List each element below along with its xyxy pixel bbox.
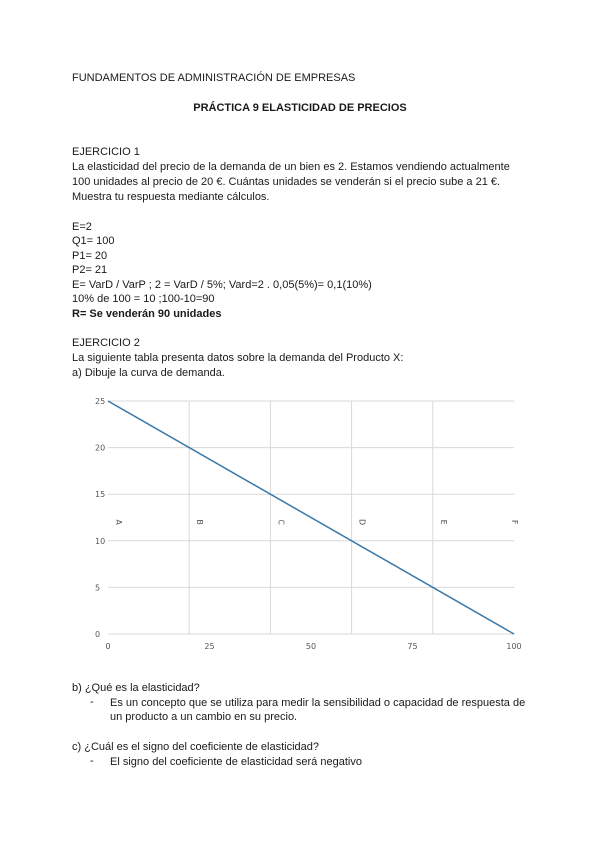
demand-chart: [88, 390, 528, 655]
point-label: E: [438, 519, 448, 525]
calc-line: P1= 20: [72, 250, 108, 262]
part-a-label: a) Dibuje la curva de demanda.: [72, 367, 225, 379]
calc-line: E= VarD / VarP ; 2 = VarD / 5%; Vard=2 . 0,05(5%)= 0,1(10%): [72, 279, 372, 291]
part-c-question: c) ¿Cuál es el signo del coeficiente de elasticidad?: [72, 741, 320, 753]
part-b-answer-line: un producto a un cambio en su precio.: [110, 711, 298, 723]
ejercicio1-prompt-line: 100 unidades al precio de 20 €. Cuántas unidades se venderán si el precio sube a 21 €.: [72, 176, 501, 188]
ejercicio1-prompt-line: Muestra tu respuesta mediante cálculos.: [72, 191, 270, 203]
point-label: F: [510, 519, 519, 525]
x-tick-labels: [105, 642, 521, 651]
y-tick-label: 5: [95, 583, 101, 593]
x-tick-label: 0: [105, 642, 111, 651]
ejercicio1-prompt-line: La elasticidad del precio de la demanda de un bien es 2. Estamos vendiendo actualmente: [72, 161, 510, 173]
calc-line: E=2: [72, 221, 92, 233]
part-b-question: b) ¿Qué es la elasticidad?: [72, 682, 200, 694]
part-b-answer-line: Es un concepto que se utiliza para medir la sensibilidad o capacidad de respuesta de: [110, 697, 526, 709]
y-tick-labels: [95, 397, 105, 639]
x-tick-label: 50: [305, 642, 317, 651]
dash-bullet: -: [90, 696, 94, 708]
practice-title: PRÁCTICA 9 ELASTICIDAD DE PRECIOS: [193, 102, 407, 114]
dash-bullet: -: [90, 755, 94, 767]
part-c-answer: El signo del coeficiente de elasticidad será negativo: [110, 756, 362, 768]
calc-line: P2= 21: [72, 264, 108, 276]
ejercicio1-heading: EJERCICIO 1: [72, 146, 140, 158]
y-tick-label: 0: [95, 630, 101, 639]
x-tick-label: 100: [506, 642, 522, 651]
y-tick-label: 15: [95, 490, 106, 500]
y-tick-label: 20: [95, 443, 106, 453]
ejercicio1-answer: R= Se venderán 90 unidades: [72, 308, 222, 320]
series-lines: [108, 401, 514, 634]
ejercicio2-heading: EJERCICIO 2: [72, 337, 140, 349]
point-label: D: [357, 519, 367, 526]
y-tick-label: 10: [95, 536, 106, 546]
demand-curve-line: [108, 401, 514, 634]
point-label: C: [276, 519, 286, 525]
calc-line: Q1= 100: [72, 235, 115, 247]
course-title: FUNDAMENTOS DE ADMINISTRACIÓN DE EMPRESAS: [72, 72, 356, 84]
calc-line: 10% de 100 = 10 ;100-10=90: [72, 293, 215, 305]
x-tick-label: 75: [407, 642, 418, 651]
x-tick-label: 25: [204, 642, 215, 651]
y-tick-label: 25: [95, 397, 106, 406]
ejercicio2-intro: La siguiente tabla presenta datos sobre la demanda del Producto X:: [72, 352, 404, 364]
point-label: A: [114, 519, 123, 525]
point-label: B: [195, 519, 205, 525]
